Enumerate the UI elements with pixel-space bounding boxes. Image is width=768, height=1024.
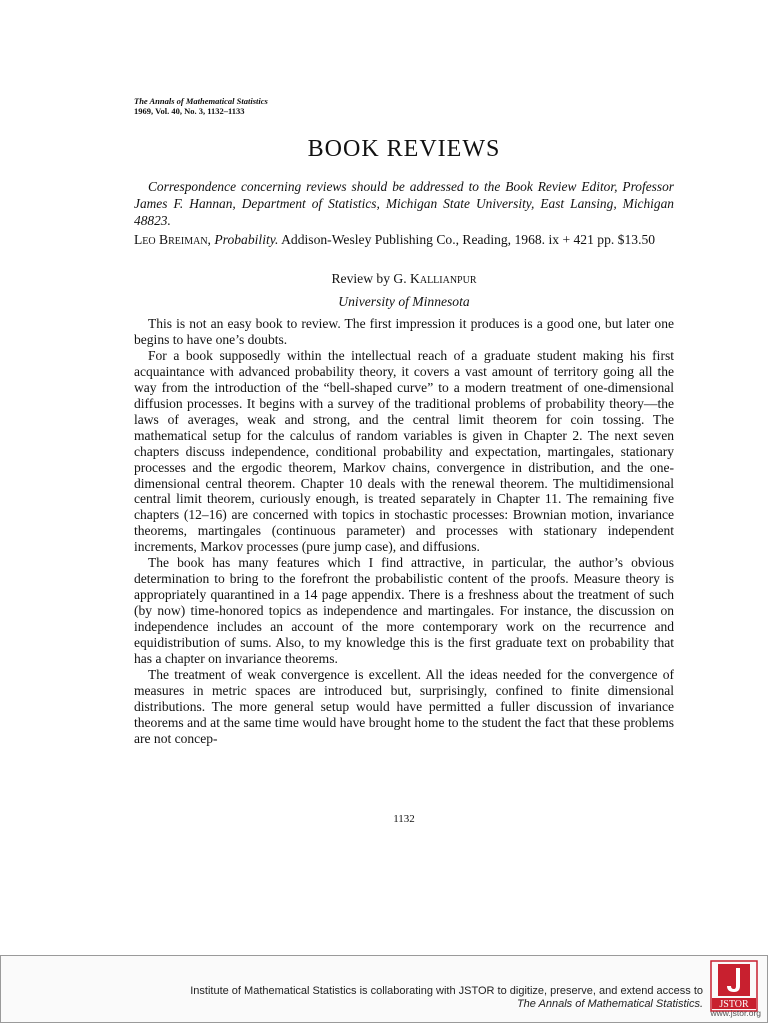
book-author: Leo Breiman, xyxy=(134,232,211,247)
reviewer-name: Kallianpur xyxy=(410,271,477,286)
paragraph: The book has many features which I find attractive, in particular, the author’s obvious determination to bring to the forefront the probabilistic content of the proofs. Measure theory is appropriately quarantined in a 14 page appendix. There is a freshness about the treatment of such (by now) time-honored topics as independence and martingales. For instance, the discussion on independence includes an account of the more contemporary work on the recurrence and equidistribution of sums. Also, to my knowledge this is the first graduate text on probability that has a chapter on invariance theorems. xyxy=(134,555,674,667)
book-details: Addison-Wesley Publishing Co., Reading, 1968. ix + 421 pp. $13.50 xyxy=(281,232,656,247)
paragraph: For a book supposedly within the intellectual reach of a graduate student making his first acquaintance with advanced probability theory, it covers a vast amount of territory going all the way from the introduction of the “bell-shaped curve” to a modern treatment of one-dimensional diffusion processes. It begins with a survey of the traditional problems of probability theory—the laws of averages, weak and strong, and the central limit theorem for coin tossing. The mathematical setup for the calculus of random variables is given in Chapter 2. The next seven chapters discuss independence, conditional probability and expectation, martingales, stationary processes and the ergodic theorem, Markov chains, convergence in distribution, and the one-dimensional central theorem. Chapter 10 deals with the renewal theorem. The multidimensional central limit theorem, curiously enough, is treated separately in Chapter 11. The remaining five chapters (12–16) are concerned with topics in stochastic processes: Brownian motion, invariance theorems, martingales (continuous parameter) and processes with stationary independent increments, Markov processes (pure jump case), and diffusions. xyxy=(134,347,674,555)
footer-line-1: Institute of Mathematical Statistics is collaborating with JSTOR to digitize, preserve, and extend access to xyxy=(190,985,703,997)
reviewer-prefix: Review by G. xyxy=(331,271,407,286)
correspondence-note: Correspondence concerning reviews should be addressed to the Book Review Editor, Professor James F. Hannan, Department of Statistics, Michigan State University, East Lansing, Michigan 48823. xyxy=(134,179,674,228)
jstor-footer xyxy=(0,955,768,1023)
book-citation xyxy=(134,231,674,248)
footer-line-2: The Annals of Mathematical Statistics. xyxy=(516,998,703,1010)
jstor-url[interactable]: www.jstor.org xyxy=(710,1008,761,1018)
journal-issue: 1969, Vol. 40, No. 3, 1132–1133 xyxy=(134,106,245,116)
reviewer-line xyxy=(134,270,674,287)
jstor-logo[interactable] xyxy=(710,960,758,1012)
paragraph: This is not an easy book to review. The first impression it produces is a good one, but later one begins to have one’s doubts. xyxy=(134,316,674,347)
journal-header xyxy=(134,96,268,116)
review-body xyxy=(134,316,674,747)
reviewer-affiliation: University of Minnesota xyxy=(338,294,470,309)
footer-notice xyxy=(103,985,703,1011)
page-number: 1132 xyxy=(393,813,415,825)
book-title: Probability. xyxy=(214,232,279,247)
logo-text: JSTOR xyxy=(719,999,749,1010)
paragraph: The treatment of weak convergence is excellent. All the ideas needed for the convergence of measures in metric spaces are introduced but, surprisingly, confined to finite dimensional distributions. The more general setup would have permitted a fuller discussion of invariance theorems and at the same time would have brought home to the student the fact that these problems are not concep- xyxy=(134,666,674,746)
section-title: BOOK REVIEWS xyxy=(307,136,501,162)
journal-name: The Annals of Mathematical Statistics xyxy=(134,96,268,106)
